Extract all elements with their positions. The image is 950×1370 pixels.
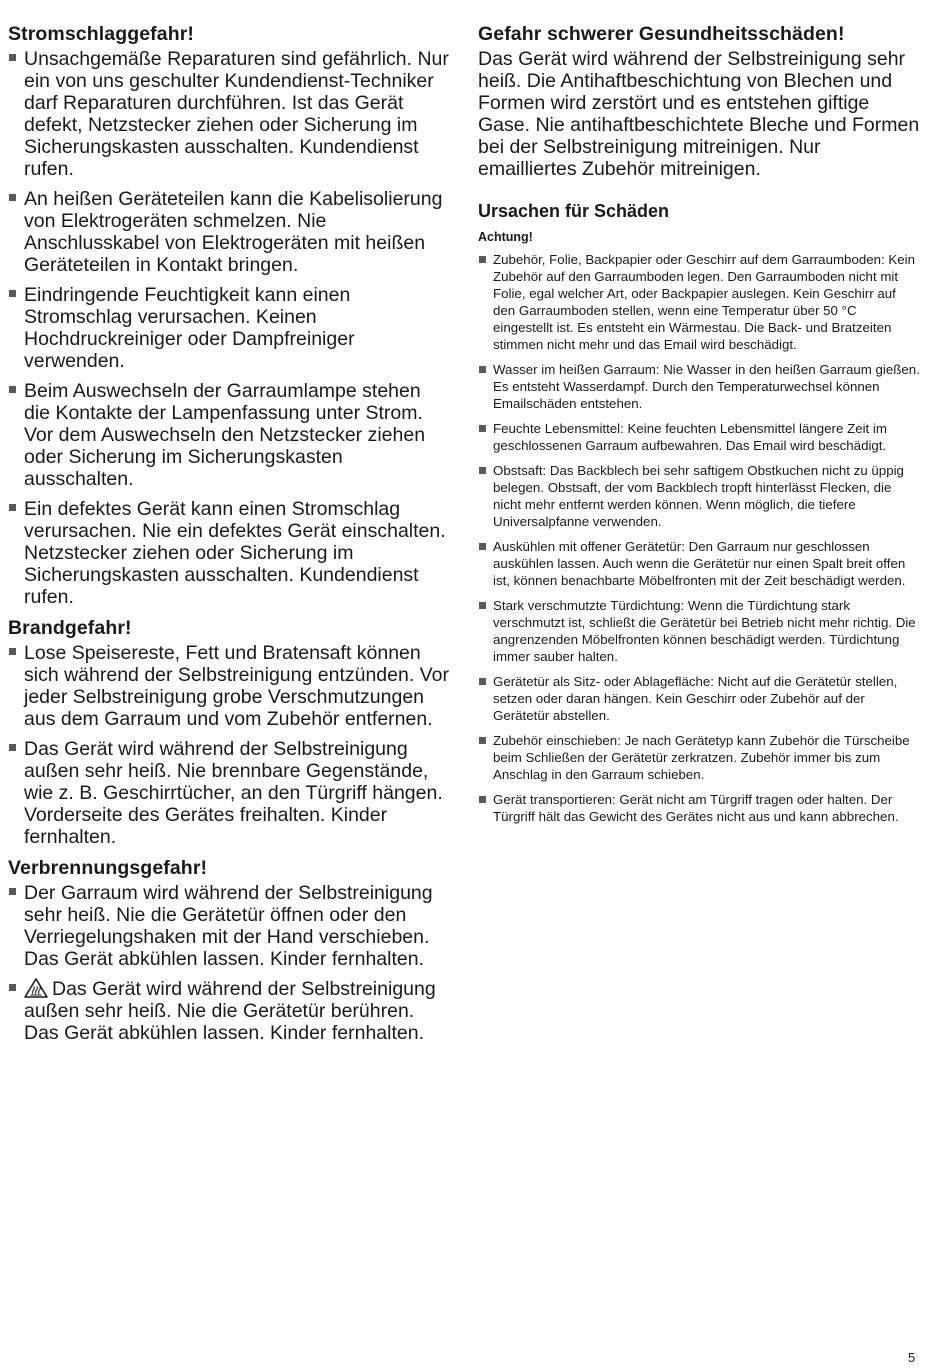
bullet-square-icon	[9, 54, 16, 61]
bullet-square-icon	[9, 386, 16, 393]
heading-burn-risk: Verbrennungsgefahr!	[8, 857, 208, 879]
bullet-square-icon	[479, 796, 486, 803]
bullet-square-icon	[479, 678, 486, 685]
section-burn-risk	[8, 856, 452, 1044]
list-item: Eindringende Feuchtigkeit kann einen Stromschlag verursachen. Keinen Hochdruckreiniger oder Dampfreiniger verwenden.	[8, 284, 452, 372]
list-item: An heißen Geräteteilen kann die Kabelisolierung von Elektrogeräten schmelzen. Nie Anschlusskabel von Elektrogeräten mit heißen Geräteteilen in Kontakt bringen.	[8, 188, 452, 276]
heading-health-hazard: Gefahr schwerer Gesundheitsschäden!	[478, 23, 845, 45]
section-electric-shock	[8, 22, 452, 608]
list-item: Beim Auswechseln der Garraumlampe stehen die Kontakte der Lampenfassung unter Strom. Vor dem Auswechseln den Netzstecker ziehen oder Sicherung im Sicherungskasten ausschalten.	[8, 380, 452, 490]
list-damage-causes	[478, 251, 920, 825]
list-item: Obstsaft: Das Backblech bei sehr saftigem Obstkuchen nicht zu üppig belegen. Obstsaft, der vom Backblech tropft hinterlässt Flecken, die nicht mehr entfernt werden können. Wenn möglich, die tiefere Universalpfanne verwenden.	[478, 462, 920, 530]
heading-fire-risk: Brandgefahr!	[8, 617, 132, 639]
bullet-square-icon	[9, 888, 16, 895]
right-column	[478, 22, 920, 833]
paragraph-health-hazard: Das Gerät wird während der Selbstreinigung sehr heiß. Die Antihaftbeschichtung von Blechen und Formen wird zerstört und es entstehen giftige Gase. Nie antihaftbeschichtete Bleche und Formen bei der Selbstreinigung mitreinigen. Nur emailliertes Zubehör mitreinigen.	[478, 48, 920, 180]
left-column	[8, 22, 452, 1052]
bullet-square-icon	[9, 984, 16, 991]
list-burn-risk	[8, 882, 452, 1044]
bullet-square-icon	[9, 744, 16, 751]
list-item: Auskühlen mit offener Gerätetür: Den Garraum nur geschlossen auskühlen lassen. Auch wenn die Gerätetür nur einen Spalt breit offen ist, können benachbarte Möbelfronten mit der Zeit beschädigt werden.	[478, 538, 920, 589]
bullet-square-icon	[479, 467, 486, 474]
list-item: Wasser im heißen Garraum: Nie Wasser in den heißen Garraum gießen. Es entsteht Wasserdampf. Durch den Temperaturwechsel können Emailschäden entstehen.	[478, 361, 920, 412]
bullet-square-icon	[479, 256, 486, 263]
list-item: Lose Speisereste, Fett und Bratensaft können sich während der Selbstreinigung entzünden. Vor jeder Selbstreinigung grobe Verschmutzungen aus dem Garraum und vom Zubehör entfernen.	[8, 642, 452, 730]
list-electric-shock	[8, 48, 452, 608]
bullet-square-icon	[479, 737, 486, 744]
list-item: Ein defektes Gerät kann einen Stromschlag verursachen. Nie ein defektes Gerät einschalten. Netzstecker ziehen oder Sicherung im Sicherungskasten ausschalten. Kundendienst rufen.	[8, 498, 452, 608]
bullet-square-icon	[479, 543, 486, 550]
list-item: Zubehör, Folie, Backpapier oder Geschirr auf dem Garraumboden: Kein Zubehör auf den Garraumboden legen. Den Garraumboden nicht mit Folie, egal welcher Art, oder Backpapier auslegen. Kein Geschirr auf den Garraumboden stellen, wenn eine Temperatur über 50 °C eingestellt ist. Es entsteht ein Wärmestau. Die Back- und Bratzeiten stimmen nicht mehr und das Email wird beschädigt.	[478, 251, 920, 353]
list-item: Das Gerät wird während der Selbstreinigung außen sehr heiß. Nie brennbare Gegenstände, wie z. B. Geschirrtücher, an den Türgriff hängen. Vorderseite des Gerätes freihalten. Kinder fernhalten.	[8, 738, 452, 848]
list-item: Zubehör einschieben: Je nach Gerätetyp kann Zubehör die Türscheibe beim Schließen der Gerätetür zerkratzen. Zubehör immer bis zum Anschlag in den Garraum schieben.	[478, 732, 920, 783]
list-item: Das Gerät wird während der Selbstreinigung außen sehr heiß. Nie die Gerätetür berühren. Das Gerät abkühlen lassen. Kinder fernhalten.	[8, 978, 452, 1044]
bullet-square-icon	[479, 366, 486, 373]
bullet-square-icon	[9, 194, 16, 201]
list-item: Der Garraum wird während der Selbstreinigung sehr heiß. Nie die Gerätetür öffnen oder den Verriegelungshaken mit der Hand verschieben. Das Gerät abkühlen lassen. Kinder fernhalten.	[8, 882, 452, 970]
page-number: 5	[908, 1350, 916, 1365]
bullet-square-icon	[9, 648, 16, 655]
bullet-square-icon	[9, 290, 16, 297]
heading-electric-shock: Stromschlaggefahr!	[8, 23, 195, 45]
list-item: Unsachgemäße Reparaturen sind gefährlich. Nur ein von uns geschulter Kundendienst-Techniker darf Reparaturen durchführen. Ist das Gerät defekt, Netzstecker ziehen oder Sicherung im Sicherungskasten ausschalten. Kundendienst rufen.	[8, 48, 452, 180]
bullet-square-icon	[9, 504, 16, 511]
hot-surface-warning-icon	[24, 978, 48, 998]
list-item: Gerät transportieren: Gerät nicht am Türgriff tragen oder halten. Der Türgriff hält das Gewicht des Gerätes nicht aus und kann abbrechen.	[478, 791, 920, 825]
list-item: Gerätetür als Sitz- oder Ablagefläche: Nicht auf die Gerätetür stellen, setzen oder daran hängen. Kein Geschirr oder Zubehör auf der Gerätetür abstellen.	[478, 673, 920, 724]
bullet-square-icon	[479, 602, 486, 609]
attention-label: Achtung!	[478, 230, 533, 244]
list-item: Feuchte Lebensmittel: Keine feuchten Lebensmittel längere Zeit im geschlossenen Garraum aufbewahren. Das Email wird beschädigt.	[478, 420, 920, 454]
list-item: Stark verschmutzte Türdichtung: Wenn die Türdichtung stark verschmutzt ist, schließt die Gerätetür bei Betrieb nicht mehr richtig. Die angrenzenden Möbelfronten können beschädigt werden. Türdichtung immer sauber halten.	[478, 597, 920, 665]
section-fire-risk	[8, 616, 452, 848]
bullet-square-icon	[479, 425, 486, 432]
heading-damage-causes: Ursachen für Schäden	[478, 201, 670, 221]
list-fire-risk	[8, 642, 452, 848]
